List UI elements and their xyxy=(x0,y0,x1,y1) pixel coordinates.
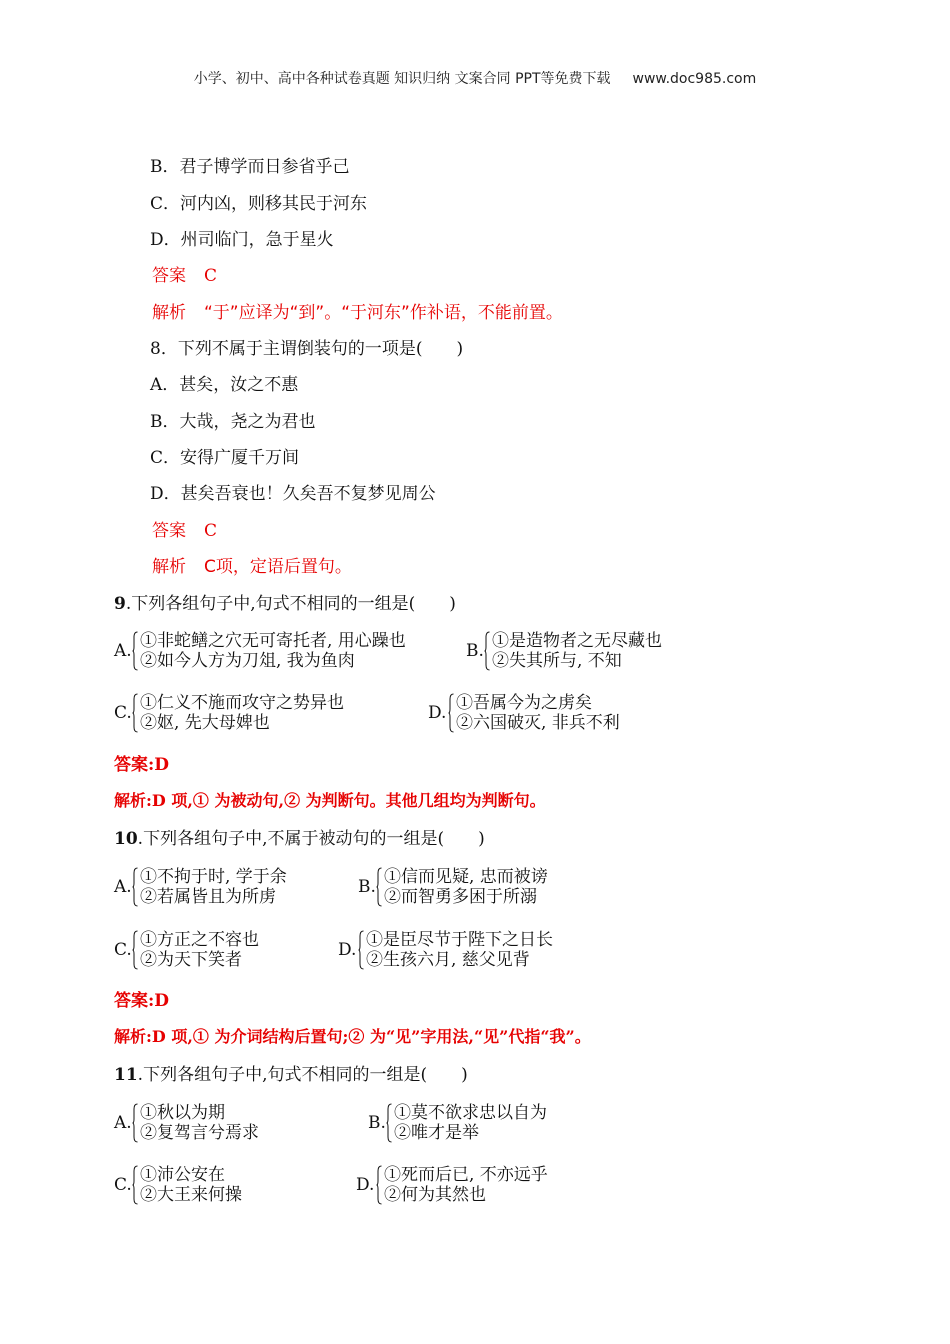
q8-stem: 8．下列不属于主谓倒装句的一项是( ) xyxy=(150,339,464,359)
q9-option-c-sentence-1: ①仁义不施而攻守之势异也 xyxy=(140,693,344,713)
q9-analysis: 解析:D 项,① 为被动句,② 为判断句。其他几组均为判断句。 xyxy=(114,791,546,810)
q9-option-d-sentence-1: ①吾属今为之虏矣 xyxy=(456,693,592,713)
q7-analysis-label: 解析 xyxy=(152,303,186,323)
brace-icon xyxy=(132,930,138,968)
q11-option-b-letter: B. xyxy=(368,1113,386,1133)
brace-icon xyxy=(376,1165,382,1203)
q9-option-b-sentence-2: ②失其所与, 不知 xyxy=(492,651,622,671)
q9-option-a-letter: A. xyxy=(114,641,132,661)
q7-option-d: D．州司临门，急于星火 xyxy=(150,230,334,250)
q8-option-a: A．甚矣，汝之不惠 xyxy=(150,375,299,395)
brace-icon xyxy=(132,1165,138,1203)
q10-stem-text: .下列各组句子中,不属于被动句的一组是( ) xyxy=(137,829,485,849)
q8-analysis-text: C项，定语后置句。 xyxy=(204,557,352,577)
q8-answer-label: 答案 xyxy=(152,521,186,541)
q10-option-a-letter: A. xyxy=(114,877,132,897)
q11-option-d-letter: D. xyxy=(356,1175,375,1195)
q10-option-d-sentence-1: ①是臣尽节于陛下之日长 xyxy=(366,930,553,950)
q8-analysis xyxy=(152,556,352,578)
q10-answer: 答案:D xyxy=(114,991,170,1011)
q11-option-d-sentence-1: ①死而后已, 不亦远乎 xyxy=(384,1165,548,1185)
q11-option-c-sentence-1: ①沛公安在 xyxy=(140,1165,225,1185)
q8-answer-value: C xyxy=(204,521,218,541)
brace-icon xyxy=(358,930,364,968)
q9-stem-text: .下列各组句子中,句式不相同的一组是( ) xyxy=(125,594,456,614)
q10-analysis: 解析:D 项,① 为介词结构后置句;② 为“见”字用法,“见”代指“我”。 xyxy=(114,1027,591,1046)
q9-option-c-sentence-2: ②妪, 先大母婢也 xyxy=(140,713,270,733)
page-header xyxy=(0,68,950,88)
q10-option-b-sentence-2: ②而智勇多困于所溺 xyxy=(384,887,537,907)
q7-answer-value: C xyxy=(204,266,218,286)
q11-option-d-sentence-2: ②何为其然也 xyxy=(384,1185,486,1205)
q11-stem-text: .下列各组句子中,句式不相同的一组是( ) xyxy=(137,1065,468,1085)
brace-icon xyxy=(386,1103,392,1141)
q9-option-c-letter: C. xyxy=(114,703,132,723)
q8-analysis-label: 解析 xyxy=(152,557,186,577)
brace-icon xyxy=(132,631,138,669)
q9-answer: 答案:D xyxy=(114,755,170,775)
q10-option-d-sentence-2: ②生孩六月, 慈父见背 xyxy=(366,950,530,970)
q11-option-c-sentence-2: ②大王来何操 xyxy=(140,1185,242,1205)
q10-option-d-letter: D. xyxy=(338,940,357,960)
q9-option-a-sentence-2: ②如今人方为刀俎, 我为鱼肉 xyxy=(140,651,355,671)
q7-answer xyxy=(152,265,217,287)
q9-option-b-letter: B. xyxy=(466,641,484,661)
q10-option-a-sentence-2: ②若属皆且为所虏 xyxy=(140,887,276,907)
q8-option-d: D．甚矣吾衰也！久矣吾不复梦见周公 xyxy=(150,484,436,504)
brace-icon xyxy=(132,1103,138,1141)
q7-option-b: B．君子博学而日参省乎己 xyxy=(150,157,350,177)
q10-number: 10 xyxy=(114,829,138,849)
q11-number: 11 xyxy=(114,1065,138,1085)
header-url[interactable]: www.doc985.com xyxy=(632,71,757,87)
q9-option-d-letter: D. xyxy=(428,703,447,723)
q8-option-b: B．大哉，尧之为君也 xyxy=(150,412,316,432)
q8-answer xyxy=(152,520,217,542)
q9-option-d-sentence-2: ②六国破灭, 非兵不利 xyxy=(456,713,620,733)
q9-option-b-sentence-1: ①是造物者之无尽藏也 xyxy=(492,631,662,651)
q10-option-c-sentence-1: ①方正之不容也 xyxy=(140,930,259,950)
q9-stem xyxy=(114,593,456,615)
q11-option-a-letter: A. xyxy=(114,1113,132,1133)
q7-analysis-text: “于”应译为“到”。“于河东”作补语，不能前置。 xyxy=(204,303,563,323)
q9-option-a-sentence-1: ①非蛇鳝之穴无可寄托者, 用心躁也 xyxy=(140,631,406,651)
q7-answer-label: 答案 xyxy=(152,266,186,286)
q11-option-b-sentence-1: ①莫不欲求忠以自为 xyxy=(394,1103,547,1123)
q7-option-c: C．河内凶，则移其民于河东 xyxy=(150,194,368,214)
q7-analysis xyxy=(152,302,563,324)
q10-option-b-letter: B. xyxy=(358,877,376,897)
q11-option-a-sentence-2: ②复驾言兮焉求 xyxy=(140,1123,259,1143)
q10-option-c-sentence-2: ②为天下笑者 xyxy=(140,950,242,970)
brace-icon xyxy=(132,867,138,905)
q10-stem xyxy=(114,828,485,850)
brace-icon xyxy=(448,693,454,731)
header-text: 小学、初中、高中各种试卷真题 知识归纳 文案合同 PPT等免费下载 xyxy=(193,71,611,87)
q11-stem xyxy=(114,1064,468,1086)
q10-option-c-letter: C. xyxy=(114,940,132,960)
q9-number: 9 xyxy=(114,594,126,614)
q11-option-b-sentence-2: ②唯才是举 xyxy=(394,1123,479,1143)
q11-option-a-sentence-1: ①秋以为期 xyxy=(140,1103,225,1123)
q11-option-c-letter: C. xyxy=(114,1175,132,1195)
brace-icon xyxy=(376,867,382,905)
q10-option-b-sentence-1: ①信而见疑, 忠而被谤 xyxy=(384,867,548,887)
q8-option-c: C．安得广厦千万间 xyxy=(150,448,300,468)
q10-option-a-sentence-1: ①不拘于时, 学于余 xyxy=(140,867,287,887)
brace-icon xyxy=(484,631,490,669)
brace-icon xyxy=(132,693,138,731)
